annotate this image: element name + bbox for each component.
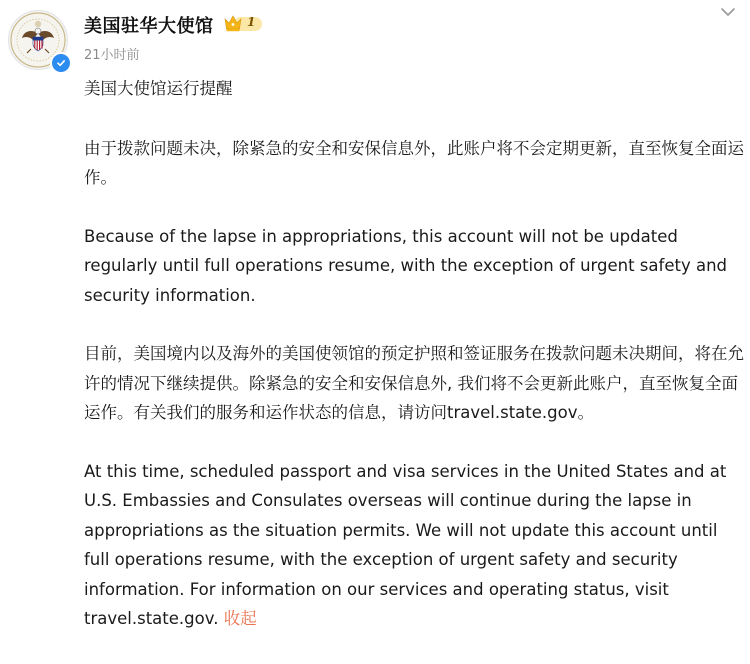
post-body xyxy=(84,74,744,634)
paragraph-chinese-1: 由于拨款问题未决，除紧急的安全和安保信息外，此账户将不会定期更新，直至恢复全面运作。 xyxy=(84,138,744,187)
more-options-button[interactable] xyxy=(714,2,742,22)
paragraph-english-1: Because of the lapse in appropriations, this account will not be updated regularly until full operations resume, with the exception of urgent safety and security information. xyxy=(84,226,728,305)
paragraph-english-2-text: At this time, scheduled passport and visa services in the United States and at U.S. Embassies and Consulates overseas will continue during the lapse in appropriations as the situation permits. We will not update this account until full operations resume, with the exception of urgent safety and security information. For information on our services and operating status, visit travel.state.gov. xyxy=(84,461,727,628)
post-title: 美国大使馆运行提醒 xyxy=(84,79,233,98)
verified-check-icon xyxy=(50,52,72,74)
crown-badge-icon xyxy=(224,13,264,35)
post-timestamp[interactable]: 21小时前 xyxy=(84,48,140,63)
paragraph-chinese-2: 目前，美国境内以及海外的美国使领馆的预定护照和签证服务在拨款问题未决期间，将在允许的情况下继续提供。除紧急的安全和安保信息外, 我们将不会更新此账户，直至恢复全面运作。有关我们的服务和运作状态的信息，请访问travel.state.gov。 xyxy=(84,344,744,422)
chevron-down-icon xyxy=(720,7,736,17)
badge-level: 1 xyxy=(247,15,256,29)
account-name[interactable]: 美国驻华大使馆 xyxy=(84,16,214,37)
paragraph-english-2 xyxy=(84,457,744,634)
member-badge[interactable] xyxy=(224,13,264,35)
collapse-link[interactable]: 收起 xyxy=(223,609,257,628)
post-header xyxy=(0,0,750,80)
